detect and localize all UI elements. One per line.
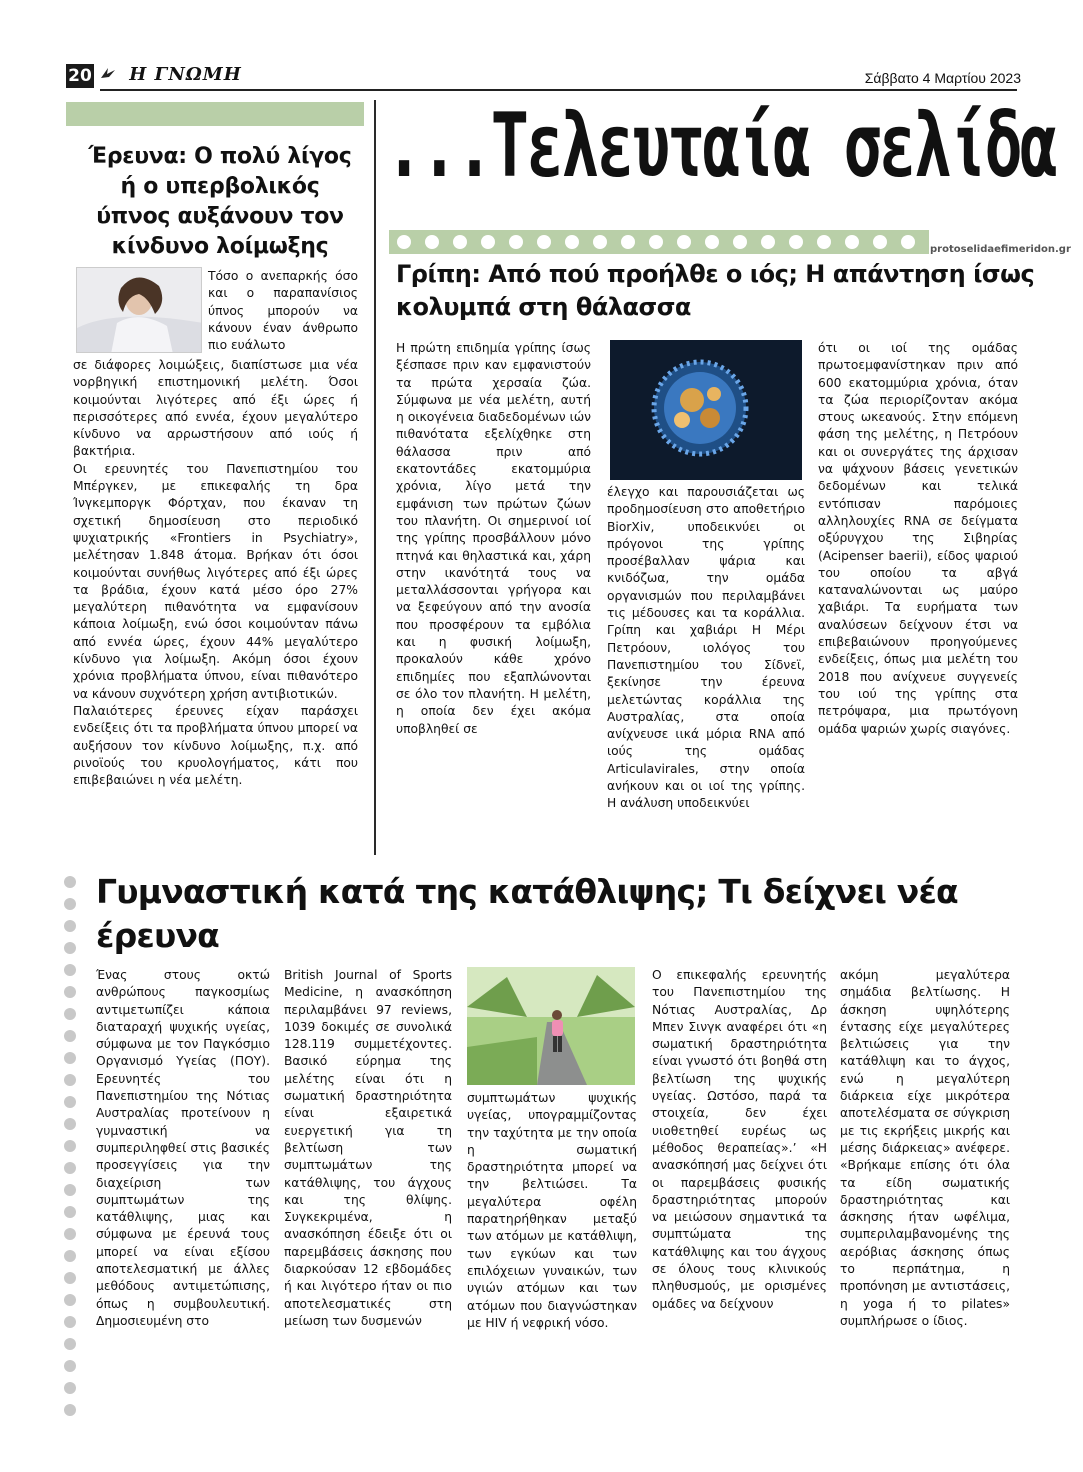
band-dot [509, 235, 523, 249]
article-flu-column-1: Η πρώτη επιδημία γρίπης ίσως ξέσπασε πριν καν εμφανιστούν τα πρώτα χερσαία ζώα. Σύμφωνα με νέα μελέτη, αυτή η οικογένεια διαδεδομένων ιών πιθανότατα εξελίχθηκε στη θάλασσα πριν από εκατοντάδες εκατομμύρια χρόνια, λίγο μετά την εμφάνιση των πρώτων ζώων του πλανήτη. Οι σημερινοί ιοί της γρίπης προσβάλλουν μόνο πτηνά και θηλαστικά και, χάρη στην ικανότητά τους να μεταλλάσσονται γρήγορα και να ξεφεύγουν από την ανοσία που προσφέρουν τα εμβόλια και η φυσική λοίμωξη, προκαλούν κάθε χρόνο επιδημίες που εξαπλώνονται σε όλο τον πλανήτη. Η μελέτη, η οποία δεν έχει ακόμα υποβληθεί σε [396, 341, 591, 736]
band-dot [64, 1118, 76, 1130]
band-dot [425, 235, 439, 249]
band-dot [64, 1052, 76, 1064]
band-dot [901, 235, 915, 249]
masthead [100, 64, 242, 85]
band-dot [873, 235, 887, 249]
band-dot [789, 235, 803, 249]
virus-illustration [610, 340, 802, 480]
band-dot [64, 1162, 76, 1174]
site-credit: protoselidaefimeridon.gr [930, 244, 1071, 255]
article-flu-column-2: έλεγχο και παρουσιάζεται ως προδημοσίευση στο αποθετήριο BiorXiv, υποδεικνύει οι πρόγονοι της γρίπης προσέβαλλαν ψάρια και κνιδόζωα, την ομάδα οργανισμών που περιλαμβάνει τις μέδουσες και τα κοράλλια. Γρίπη και χαβιάρι Η Μέρι Πετρόουν, ιολόγος του Πανεπιστημίου του Σίδνεϊ, ξεκίνησε την έρευνα μελετώντας κοράλλια της Αυστραλίας, στα οποία ανίχνευσε ιικά μόρια RNA από ιούς της ομάδας Articulavirales, στην οποία ανήκουν και οι ιοί της γρίπης. Η ανάλυση υποδεικνύει [607, 485, 805, 811]
band-dot [733, 235, 747, 249]
band-dot [64, 1382, 76, 1394]
article-exercise-title: Γυμναστική κατά της κατάθλιψης; Τι δείχνει νέα έρευνα [96, 872, 958, 955]
band-dot [453, 235, 467, 249]
band-dot [64, 1316, 76, 1328]
band-dot [64, 1272, 76, 1284]
band-dot [565, 235, 579, 249]
band-dot [64, 1294, 76, 1306]
dotted-band [389, 230, 929, 254]
band-dot [845, 235, 859, 249]
band-dot [64, 1404, 76, 1416]
article-flu-title: Γρίπη: Από πού προήλθε ο ιός; Η απάντηση ίσως κολυμπά στη θάλασσα [396, 260, 1035, 321]
band-dot [649, 235, 663, 249]
issue-date: Σάββατο 4 Μαρτίου 2023 [864, 70, 1021, 86]
column-divider [374, 100, 376, 855]
article-sleep-lead: Τόσο ο ανεπαρκής όσο και ο παραπανίσιος ύπνος μπορούν να κάνουν έναν άνθρωπο πιο ευάλωτο [208, 269, 358, 353]
band-dot [64, 1184, 76, 1196]
band-dot [64, 1228, 76, 1240]
band-dot [64, 1030, 76, 1042]
band-dot [64, 1140, 76, 1152]
band-dot [64, 964, 76, 976]
article-paragraph: Παλαιότερες έρευνες είχαν παράσχει ενδείξεις ότι τα προβλήματα ύπνου μπορεί να αυξήσουν τον κίνδυνο λοίμωξης, π.χ. από ρινοϊούς του κρυολογήματος, κάτι που επιβεβαιώνει η νέα μελέτη. [73, 703, 358, 788]
article-sleep-body [73, 357, 358, 789]
band-dot [64, 898, 76, 910]
band-dot [537, 235, 551, 249]
header-rule [100, 89, 1017, 91]
left-color-band [66, 102, 364, 126]
article-exercise-column-1: Ένας στους οκτώ ανθρώπους παγκοσμίως αντιμετωπίζει κάποια διαταραχή ψυχικής υγείας, σύμφωνα με τον Παγκόσμιο Οργανισμό Υγείας (ΠΟΥ). Ερευνητές του Πανεπιστημίου της Νότιας Αυστραλίας προτείνουν η γυμναστική να συμπεριληφθεί στις βασικές προσεγγίσεις για την διαχείριση των συμπτωμάτων της κατάθλιψης, μιας και σύμφωνα με έρευνά τους μπορεί να είναι εξίσου αποτελεσματική με άλλες μεθόδους αντιμετώπισης, όπως η συμβουλευτική. Δημοσιευμένη στο [96, 968, 270, 1328]
band-dot [64, 1206, 76, 1218]
band-dot [761, 235, 775, 249]
runner-photo [467, 967, 635, 1085]
band-dot [64, 1074, 76, 1086]
band-dot [64, 1096, 76, 1108]
band-dot [64, 920, 76, 932]
band-dot [64, 1338, 76, 1350]
sleeping-woman-photo [76, 267, 202, 353]
article-flu-column-3: ότι οι ιοί της ομάδας πρωτοεμφανίστηκαν πριν από 600 εκατομμύρια χρόνια, όταν τα ζώα περιορίζονταν ακόμα στους ωκεανούς. Στην επόμενη φάση της μελέτης, η Πετρόουν και οι συνεργάτες της άρχισαν να ψάχνουν βάσεις γενετικών δεδομένων και τελικά εντόπισαν παρόμοιες αλληλουχίες RNA σε δείγματα οξύρυγχου της Σιβηρίας (Acipenser baerii), είδος ψαριού του οποίου τα αβγά καταναλώνονται ως μαύρο χαβιάρι. Τα ευρήματα των αναλύσεων δείχνουν έτσι να επιβεβαιώνουν προηγούμενες ενδείξεις, όπως μια μελέτη του 2018 που ανίχνευε συγγενείς του ιού της γρίπης στα πετρόψαρα, μια πρωτόγονη ομάδα ψαριών χωρίς σιαγόνες. [818, 341, 1018, 736]
band-dot [481, 235, 495, 249]
band-dot [64, 1360, 76, 1372]
article-paragraph: σε διάφορες λοιμώξεις, διαπίστωσε μια νέα νορβηγική επιστημονική μελέτη. Όσοι κοιμούνται λιγότερες από έξι ώρες ή περισσότερες από εννέα, έχουν μεγαλύτερο κίνδυνο να αρρωστήσουν από ιούς ή βακτήρια. [73, 358, 358, 459]
article-exercise-column-3: συμπτωμάτων ψυχικής υγείας, υπογραμμίζοντας την ταχύτητα με την οποία η σωματική δραστηριότητα μπορεί να την βελτιώσει. Τα μεγαλύτερα οφέλη παρατηρήθηκαν μεταξύ των ατόμων με κατάθλιψη, των εγκύων και των επιλόχειων γυναικών, των υγιών ατόμων και των ατόμων που διαγνώστηκαν με HIV ή νεφρική νόσο. [467, 1091, 637, 1330]
band-dot [397, 235, 411, 249]
band-dot [621, 235, 635, 249]
band-dot [64, 942, 76, 954]
article-paragraph: Οι ερευνητές του Πανεπιστημίου του Μπέργκεν, με επικεφαλής τη δρα Ίνγκεμποργκ Φόρτχαν, που έκαναν τη σχετική δημοσίευση στο περιοδικό ψυχιατρικής «Frontiers in Psychiatry», μελέτησαν 1.848 άτομα. Βρήκαν ότι όσοι κοιμούνται συνήθως λιγότερες από έξι ώρες τα βράδια, έχουν κατά μέσο όρο 27% μεγαλύτερη πιθανότητα να εμφανίσουν κάποια λοίμωξη, ενώ όσοι κοιμούνταν πάνω από εννέα ώρες, έχουν 44% μεγαλύτερο κίνδυνο για λοίμωξη. Ακόμη όσοι έχουν χρόνια προβλήματα ύπνου, είναι πιθανότερο να κάνουν συχνότερη χρήση αντιβιοτικών. [73, 461, 358, 701]
article-exercise-column-5: ακόμη μεγαλύτερα σημάδια βελτίωσης. Η άσκηση υψηλότερης έντασης είχε μεγαλύτερες βελτιώσεις για την κατάθλιψη και το άγχος, ενώ η μεγαλύτερη διάρκεια είχε μικρότερα αποτελέσματα σε σύγκριση με τις εκρήξεις μικρής και μέσης διάρκειας» ανέφερε. «Βρήκαμε επίσης ότι όλα τα είδη σωματικής δραστηριότητας και άσκησης ήταν ωφέλιμα, συμπεριλαμβανομένης της αερόβιας άσκησης όπως το περπάτημα, η προπόνηση με αντιστάσεις, η yoga ή το pilates» συμπλήρωσε ο ίδιος. [840, 968, 1010, 1328]
band-dot [64, 876, 76, 888]
band-dot [593, 235, 607, 249]
band-dot [64, 1008, 76, 1020]
bird-logo-icon [100, 64, 123, 85]
article-sleep-title: Έρευνα: Ο πολύ λίγος ή ο υπερβολικός ύπνος αυξάνουν τον κίνδυνο λοίμωξης [88, 144, 352, 259]
section-title: ...Τελευταία σελίδα [385, 94, 1056, 197]
vertical-dot-band [62, 876, 76, 1436]
band-dot [64, 986, 76, 998]
article-exercise-column-2: British Journal of Sports Medicine, η ανασκόπηση περιλαμβάνει 97 reviews, 1039 δοκιμές σε συνολικά 128.119 συμμετέχοντες. Βασικό εύρημα της μελέτης είναι ότι η σωματική δραστηριότητα είναι εξαιρετικά ευεργετική για τη βελτίωση των συμπτωμάτων της κατάθλιψης, του άγχους και της θλίψης. Συγκεκριμένα, η ανασκόπηση έδειξε ότι οι παρεμβάσεις άσκησης που διαρκούσαν 12 εβδομάδες ή και λιγότερο ήταν οι πιο αποτελεσματικές στη μείωση των δυσμενών [284, 968, 452, 1328]
band-dot [64, 1250, 76, 1262]
page-number: 20 [66, 64, 94, 88]
band-dot [677, 235, 691, 249]
band-dot [705, 235, 719, 249]
masthead-title: Η ΓΝΩΜΗ [129, 64, 242, 85]
band-dot [817, 235, 831, 249]
article-exercise-column-4: Ο επικεφαλής ερευνητής του Πανεπιστημίου της Νότιας Αυστραλίας, Δρ Μπεν Σινγκ αναφέρει ότι «η σωματική δραστηριότητα είναι γνωστό ότι βοηθά στη βελτίωση της ψυχικής υγείας. Ωστόσο, παρά τα στοιχεία, δεν έχει υιοθετηθεί ευρέως ως μέθοδος θεραπείας».’ «Η ανασκόπησή μας δείχνει ότι οι παρεμβάσεις φυσικής δραστηριότητας μπορούν να μειώσουν σημαντικά τα συμπτώματα της κατάθλιψης και του άγχους σε όλους τους κλινικούς πληθυσμούς, με ορισμένες ομάδες να δείχνουν [652, 968, 827, 1311]
